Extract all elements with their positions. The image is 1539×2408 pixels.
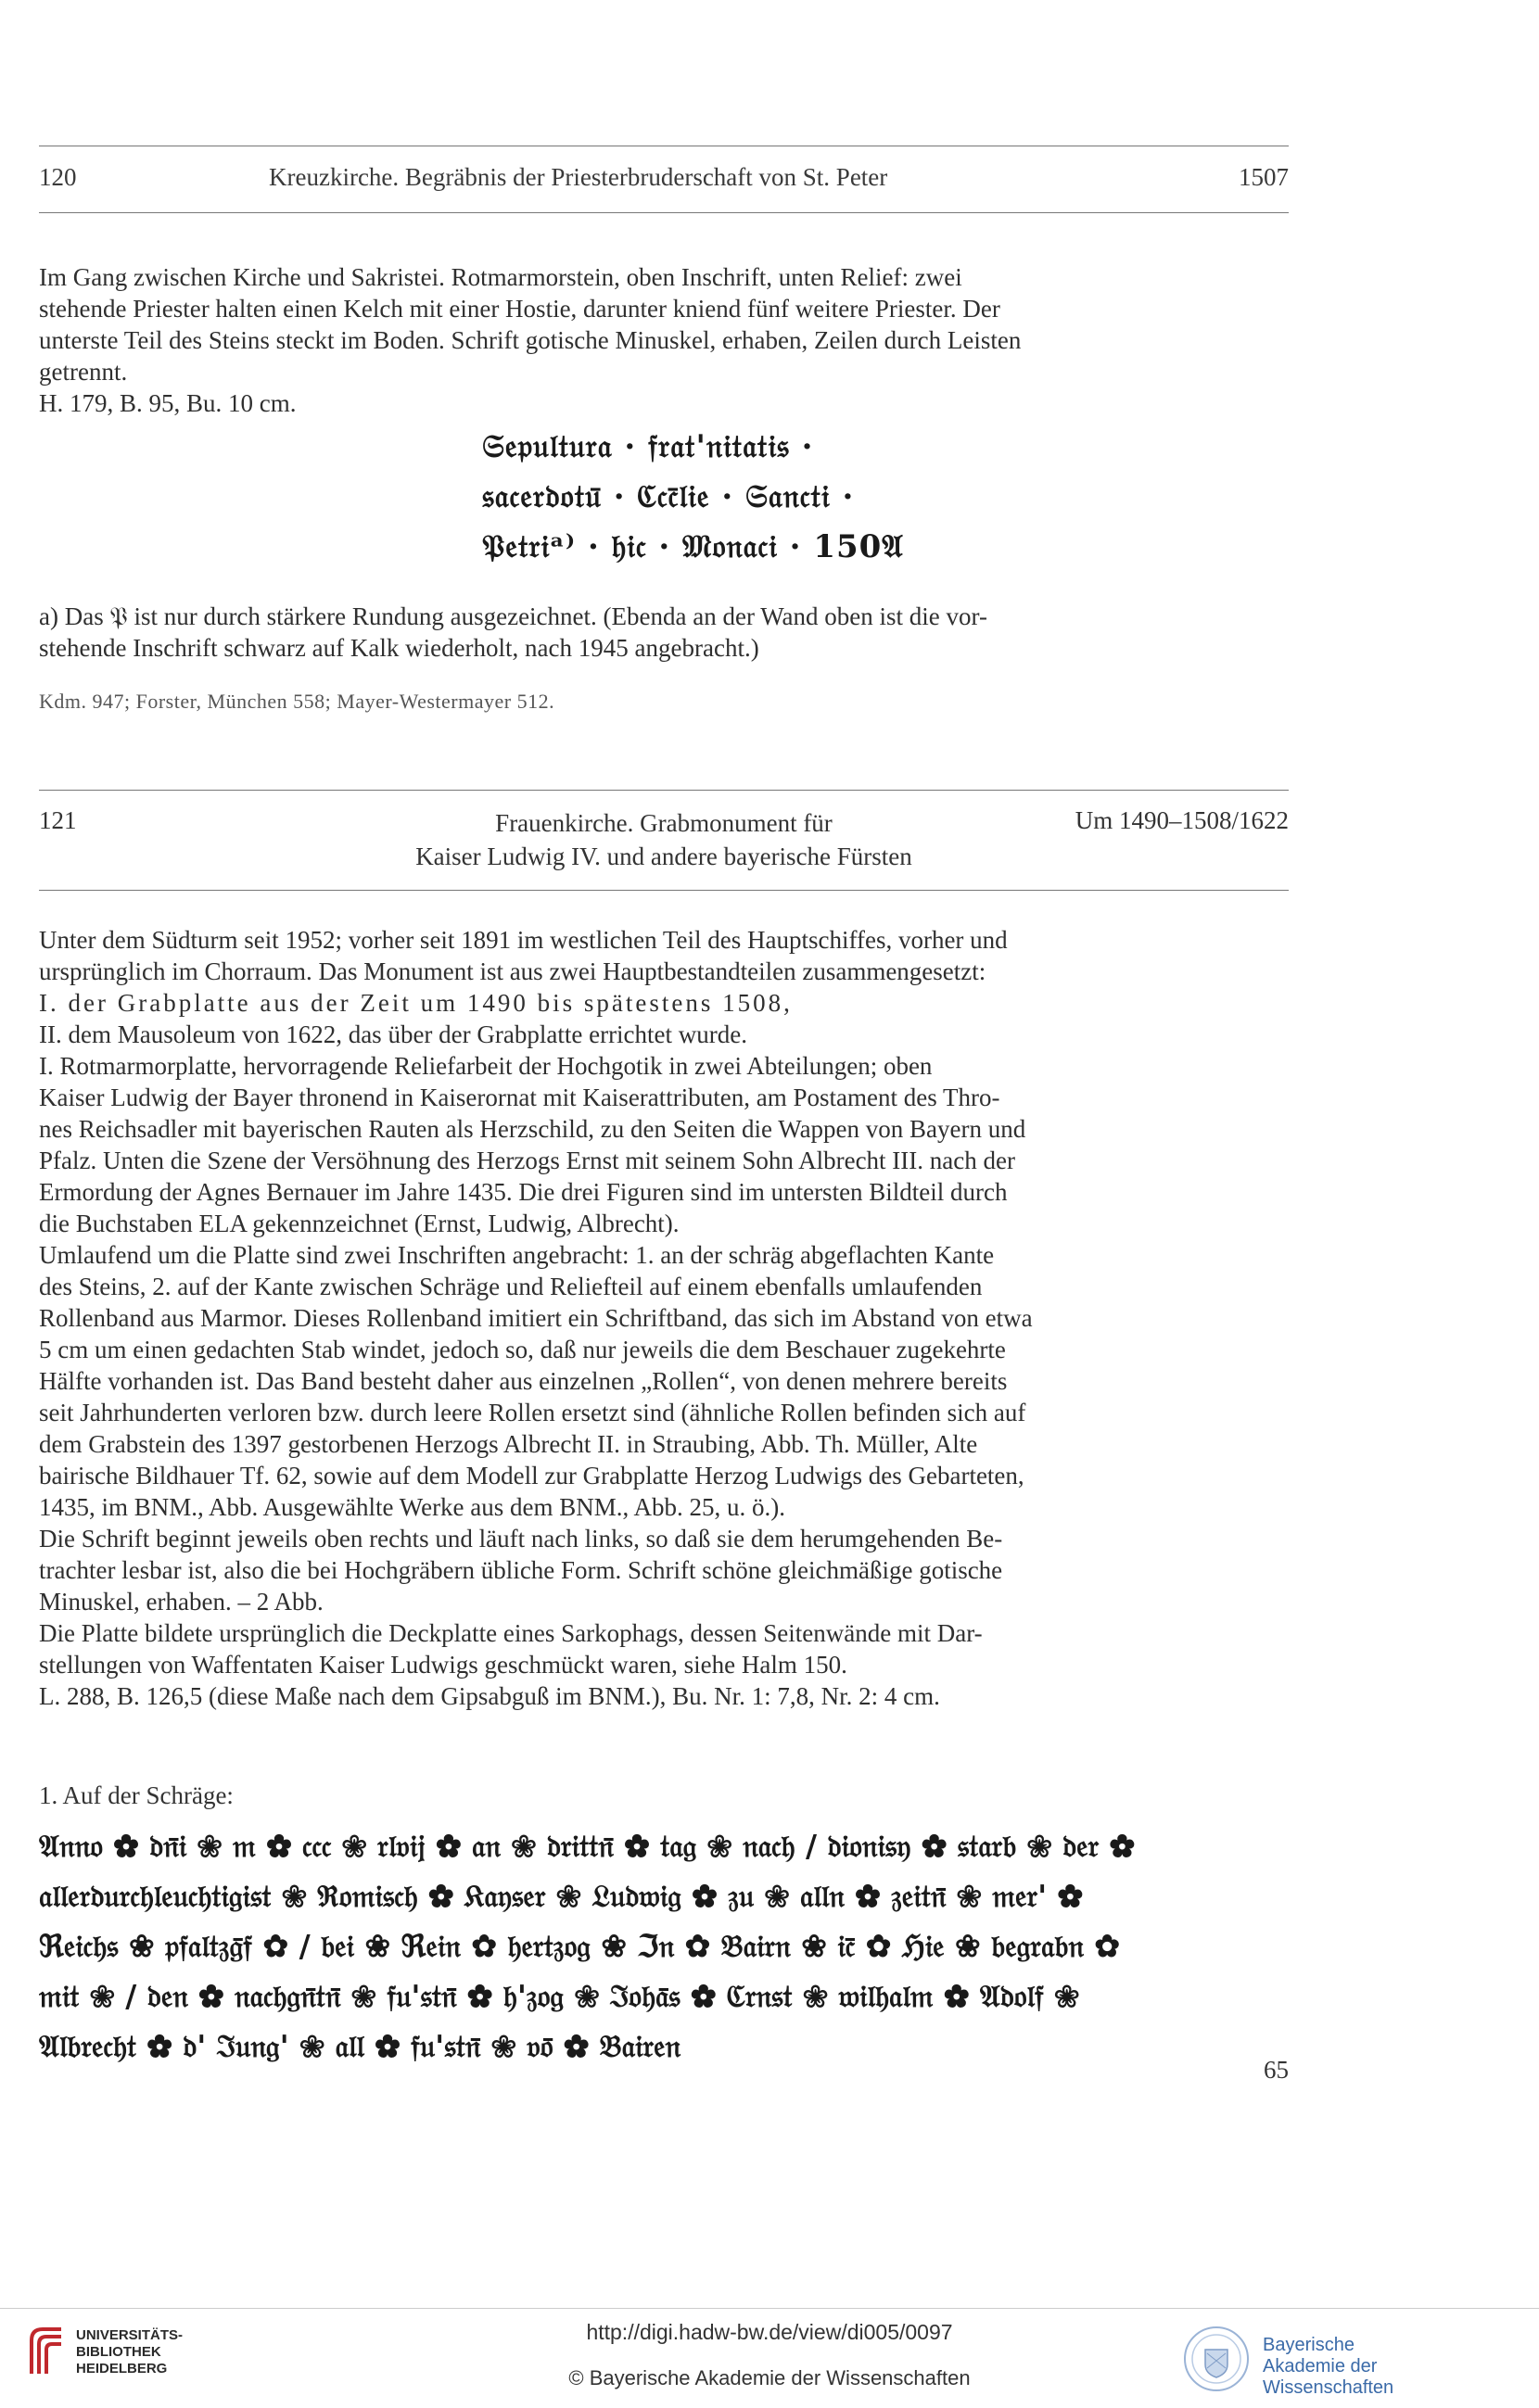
inscription-line: 𝔄𝔫𝔫𝔬 ✿ 𝔡𝔫̄𝔦 ❀ 𝔪 ✿ 𝔠𝔠𝔠 ❀ 𝔯𝔩𝔳𝔦𝔧 ✿ 𝔞𝔫 ❀ 𝔡𝔯𝔦𝔱𝔱𝔫̄ ✿ 𝔱𝔞𝔤 ❀ 𝔫𝔞𝔠𝔥 / 𝔡𝔦𝔬𝔫𝔦𝔰𝔶 ✿ 𝔰𝔱𝔞𝔯𝔟 ❀ 𝔡𝔢𝔯 ✿ xyxy=(39,1828,1136,1864)
text-line: I. der Grabplatte aus der Zeit um 1490 bis spätestens 1508, xyxy=(39,989,793,1017)
text-line: Unter dem Südturm seit 1952; vorher seit 1891 im westlichen Teil des Hauptschiffes, vorher und xyxy=(39,926,1008,954)
text-line: Hälfte vorhanden ist. Das Band besteht daher aus einzelnen „Rollen“, von denen mehrere bereits xyxy=(39,1367,1008,1395)
entry-year: 1507 xyxy=(1239,163,1289,191)
inscription-line: 𝔓𝔢𝔱𝔯𝔦ᵃ⁾ · 𝔥𝔦𝔠 · 𝔐𝔬𝔫𝔞𝔠𝔦 · 150𝔄 xyxy=(482,528,904,565)
academy-name-line: Bayerische xyxy=(1263,2335,1355,2355)
academy-logo[interactable] xyxy=(1179,2322,1513,2396)
inscription-line: 𝔞𝔩𝔩𝔢𝔯𝔡𝔲𝔯𝔠𝔥𝔩𝔢𝔲𝔠𝔥𝔱𝔦𝔤𝔦𝔰𝔱 ❀ ℜ𝔬𝔪𝔦𝔰𝔠𝔥 ✿ 𝔎𝔞𝔶𝔰𝔢𝔯 ❀ 𝔏𝔲𝔡𝔴𝔦𝔤 ✿ 𝔷𝔲 ❀ 𝔞𝔩𝔩𝔫 ✿ 𝔷𝔢𝔦𝔱𝔫̄ ❀ 𝔪𝔢𝔯' ✿ xyxy=(39,1878,1083,1914)
academy-name xyxy=(1263,2335,1513,2399)
note-line: stehende Inschrift schwarz auf Kalk wiederholt, nach 1945 angebracht.) xyxy=(39,634,759,662)
inscription-line: 𝔰𝔞𝔠𝔢𝔯𝔡𝔬𝔱𝔲̄ · ℭ𝔠𝔠̄𝔩𝔦𝔢 · 𝔖𝔞𝔫𝔠𝔱𝔦 · xyxy=(482,478,855,515)
text-line: 1435, im BNM., Abb. Ausgewählte Werke aus dem BNM., Abb. 25, u. ö.). xyxy=(39,1493,786,1521)
inscription-121 xyxy=(39,1821,1289,2072)
text-line: Rollenband aus Marmor. Dieses Rollenband imitiert ein Schriftband, das sich im Abstand von etwa xyxy=(39,1304,1033,1332)
entry-121-rule-bottom xyxy=(39,890,1289,891)
text-line: Minuskel, erhaben. – 2 Abb. xyxy=(39,1588,324,1616)
academy-seal-icon xyxy=(1179,2322,1253,2396)
text-line: des Steins, 2. auf der Kante zwischen Schräge und Reliefteil auf einem ebenfalls umlaufenden xyxy=(39,1273,983,1300)
library-name-line: UNIVERSITÄTS- xyxy=(76,2327,184,2343)
text-line: getrennt. xyxy=(39,358,128,386)
text-line: ursprünglich im Chorraum. Das Monument ist aus zwei Hauptbestandteilen zusammengesetzt: xyxy=(39,957,986,985)
entry-121-description xyxy=(39,924,1289,1712)
text-line: Ermordung der Agnes Bernauer im Jahre 1435. Die drei Figuren sind im untersten Bildteil durch xyxy=(39,1178,1008,1206)
text-line: L. 288, B. 126,5 (diese Maße nach dem Gipsabguß im BNM.), Bu. Nr. 1: 7,8, Nr. 2: 4 cm. xyxy=(39,1682,940,1710)
text-line: Die Schrift beginnt jeweils oben rechts und läuft nach links, so daß sie dem herumgehenden Be- xyxy=(39,1525,1003,1553)
viewer-footer xyxy=(0,2308,1539,2408)
text-line: Kaiser Ludwig der Bayer thronend in Kaiserornat mit Kaiserattributen, am Postament des Thro- xyxy=(39,1084,1000,1111)
text-line: trachter lesbar ist, also die bei Hochgräbern übliche Form. Schrift schöne gleichmäßige gotische xyxy=(39,1556,1003,1584)
text-line: die Buchstaben ELA gekennzeichnet (Ernst, Ludwig, Albrecht). xyxy=(39,1210,680,1237)
entry-number: 121 xyxy=(39,806,77,834)
text-line: stellungen von Waffentaten Kaiser Ludwigs geschmückt waren, siehe Halm 150. xyxy=(39,1651,847,1679)
academy-name-line: Akademie der Wissenschaften xyxy=(1263,2356,1394,2398)
text-line: Im Gang zwischen Kirche und Sakristei. Rotmarmorstein, oben Inschrift, unten Relief: zwei xyxy=(39,263,962,291)
text-line: Umlaufend um die Platte sind zwei Inschriften angebracht: 1. an der schräg abgeflachten Kante xyxy=(39,1241,995,1269)
inscription-subheading: 1. Auf der Schräge: xyxy=(39,1781,234,1809)
page-number: 65 xyxy=(1264,2056,1289,2084)
title-line-2: Kaiser Ludwig IV. und andere bayerische Fürsten xyxy=(415,843,912,870)
text-line: I. Rotmarmorplatte, hervorragende Reliefarbeit der Hochgotik in zwei Abteilungen; oben xyxy=(39,1052,933,1080)
library-name-line: HEIDELBERG xyxy=(76,2361,168,2376)
text-line: Pfalz. Unten die Szene der Versöhnung des Herzogs Ernst mit seinem Sohn Albrecht III. nach der xyxy=(39,1147,1015,1174)
footnote-a xyxy=(39,601,1289,664)
text-line: dem Grabstein des 1397 gestorbenen Herzogs Albrecht II. in Straubing, Abb. Th. Müller, Alte xyxy=(39,1430,978,1458)
text-line: seit Jahrhunderten verloren bzw. durch leere Rollen ersetzt sind (ähnliche Rollen befinden sich auf xyxy=(39,1399,1026,1426)
text-line: bairische Bildhauer Tf. 62, sowie auf dem Modell zur Grabplatte Herzog Ludwigs des Gebarteten, xyxy=(39,1462,1024,1489)
entry-header xyxy=(39,163,1289,200)
text-line: nes Reichsadler mit bayerischen Rauten als Herzschild, zu den Seiten die Wappen von Bayern und xyxy=(39,1115,1026,1143)
inscription-line: ℜ𝔢𝔦𝔠𝔥𝔰 ❀ 𝔭𝔣𝔞𝔩𝔱𝔷𝔤̄𝔣 ✿ / 𝔟𝔢𝔦 ❀ ℜ𝔢𝔦𝔫 ✿ 𝔥𝔢𝔯𝔱𝔷𝔬𝔤 ❀ ℑ𝔫 ✿ 𝔅𝔞𝔦𝔯𝔫 ❀ 𝔦𝔠̄ ✿ ℌ𝔦𝔢 ❀ 𝔟𝔢𝔤𝔯𝔞𝔟𝔫 ✿ xyxy=(39,1928,1121,1964)
permalink-url[interactable]: http://digi.hadw-bw.de/view/di005/0097 xyxy=(586,2320,953,2344)
references: Kdm. 947; Forster, München 558; Mayer-Westermayer 512. xyxy=(39,690,555,713)
copyright-notice: © Bayerische Akademie der Wissenschaften xyxy=(568,2366,971,2389)
text-line: stehende Priester halten einen Kelch mit einer Hostie, darunter kniend fünf weitere Priester. Der xyxy=(39,295,1000,323)
text-line: Die Platte bildete ursprünglich die Deckplatte eines Sarkophags, dessen Seitenwände mit Dar- xyxy=(39,1619,983,1647)
inscription-line: 𝔪𝔦𝔱 ❀ / 𝔡𝔢𝔫 ✿ 𝔫𝔞𝔠𝔥𝔤𝔫̄𝔱𝔫̄ ❀ 𝔣𝔲'𝔰𝔱𝔫̄ ✿ 𝔥'𝔷𝔬𝔤 ❀ ℑ𝔬𝔥𝔞̄𝔰 ✿ ℭ𝔯𝔫𝔰𝔱 ❀ 𝔴𝔦𝔩𝔥𝔞𝔩𝔪 ✿ 𝔄𝔡𝔬𝔩𝔣 ❀ xyxy=(39,1978,1080,2014)
entry-title: Kreuzkirche. Begräbnis der Priesterbruderschaft von St. Peter xyxy=(269,163,888,191)
entry-120-description xyxy=(39,261,1289,419)
entry-121-rule-top xyxy=(39,790,1289,791)
entry-year: Um 1490–1508/1622 xyxy=(1075,806,1289,834)
inscription-line: 𝔄𝔩𝔟𝔯𝔢𝔠𝔥𝔱 ✿ 𝔡' ℑ𝔲𝔫𝔤' ❀ 𝔞𝔩𝔩 ✿ 𝔣𝔲'𝔰𝔱𝔫̄ ❀ 𝔳𝔬̄ ✿ 𝔅𝔞𝔦𝔯𝔢𝔫 xyxy=(39,2028,681,2064)
title-line-1: Frauenkirche. Grabmonument für xyxy=(495,809,833,837)
inscription-line: 𝔖𝔢𝔭𝔲𝔩𝔱𝔲𝔯𝔞 · 𝔣𝔯𝔞𝔱'𝔫𝔦𝔱𝔞𝔱𝔦𝔰 · xyxy=(482,428,814,465)
header-rule-bottom xyxy=(39,212,1289,213)
text-line: unterste Teil des Steins steckt im Boden. Schrift gotische Minuskel, erhaben, Zeilen durch Leisten xyxy=(39,326,1022,354)
library-name-line: BIBLIOTHEK xyxy=(76,2344,161,2360)
entry-number: 120 xyxy=(39,163,77,191)
inscription-120 xyxy=(482,422,1001,572)
text-line: 5 cm um einen gedachten Stab windet, jedoch so, daß nur jeweils die dem Beschauer zugekehrte xyxy=(39,1336,1006,1363)
text-line: II. dem Mausoleum von 1622, das über der Grabplatte errichtet wurde. xyxy=(39,1020,748,1048)
note-line: a) Das 𝔓 ist nur durch stärkere Rundung ausgezeichnet. (Ebenda an der Wand oben ist die vor- xyxy=(39,602,987,630)
text-line: H. 179, B. 95, Bu. 10 cm. xyxy=(39,389,297,417)
